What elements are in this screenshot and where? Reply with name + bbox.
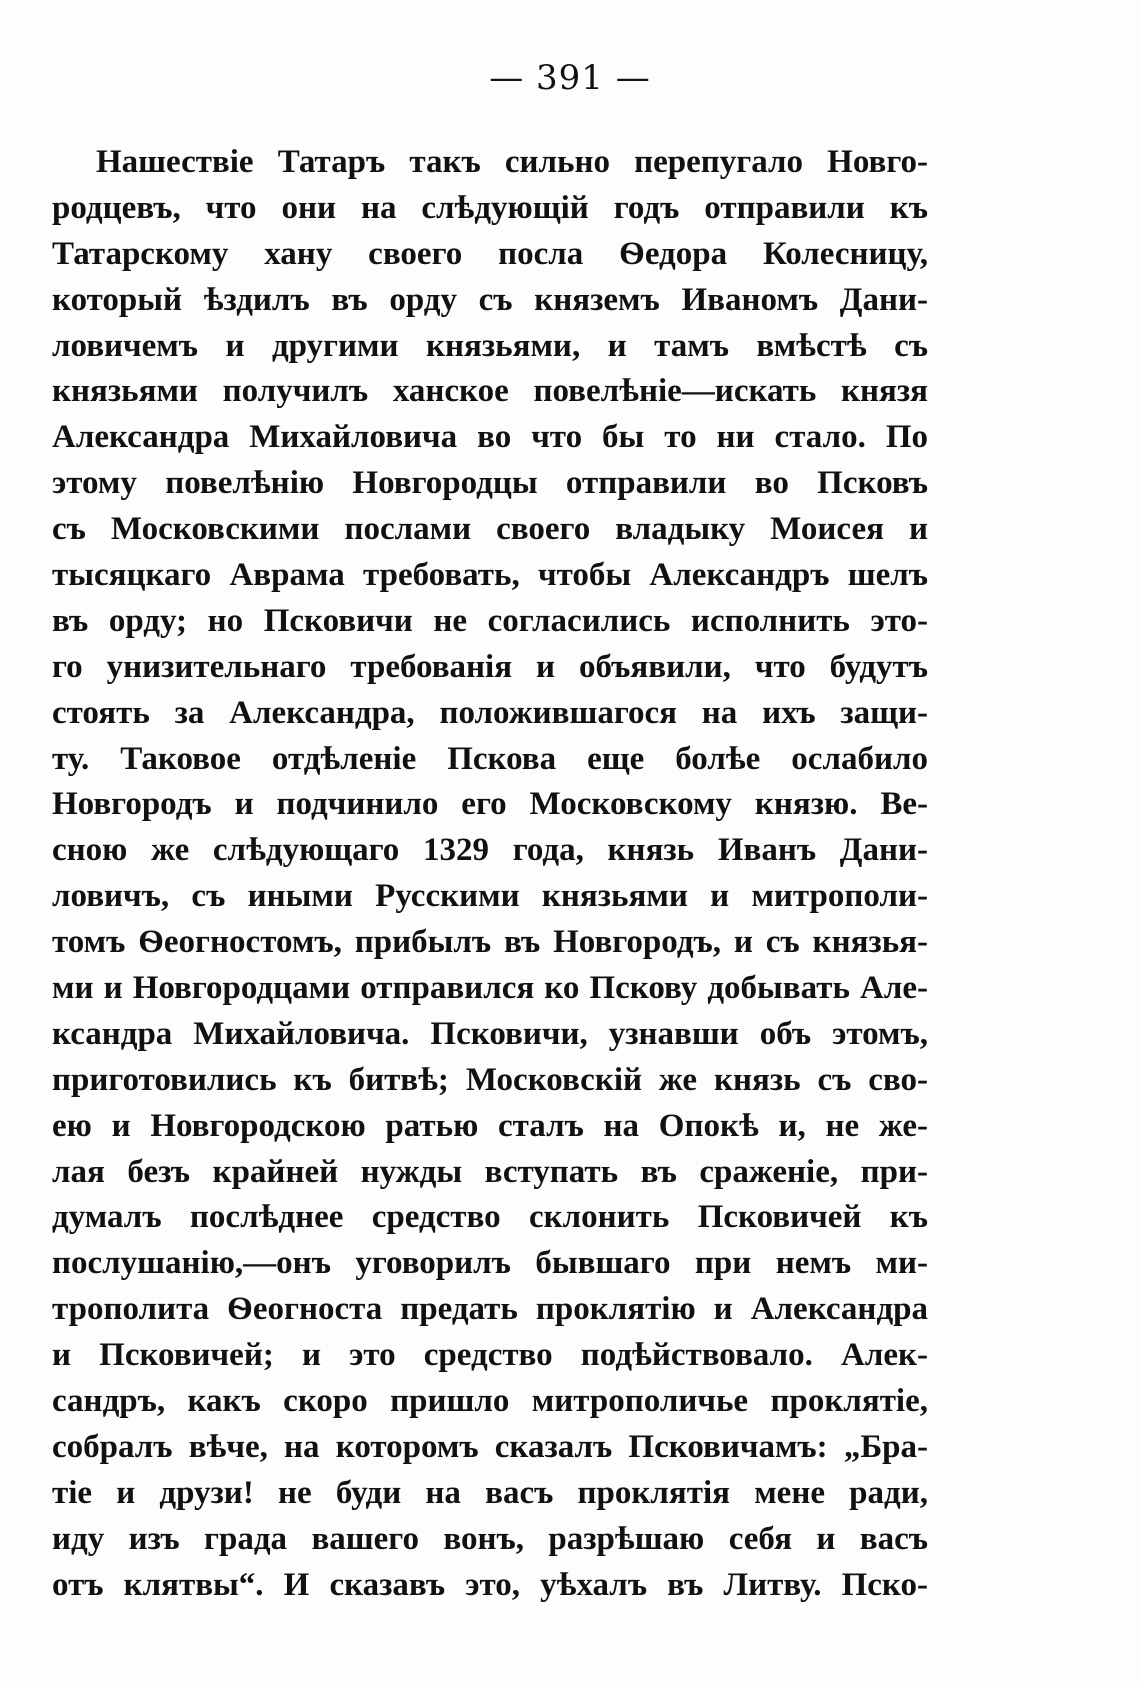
text-line: томъ Ѳеогностомъ, прибылъ въ Новгородъ, и съ князья- <box>52 924 928 961</box>
text-line: Нашествіе Татаръ такъ сильно перепугало Новго- <box>96 144 928 180</box>
text-line: тысяцкаго Аврама требовать, чтобы Александръ шелъ <box>52 557 928 594</box>
text-line: ту. Таковое отдѣленіе Пскова еще болѣе ослабило <box>52 740 928 777</box>
text-line: стоять за Александра, положившагося на ихъ защи- <box>52 694 928 731</box>
text-line: этому повелѣнію Новгородцы отправили во Псковъ <box>52 465 928 502</box>
text-line: послушанію,—онъ уговорилъ бывшаго при немъ ми- <box>52 1245 928 1282</box>
text-line: въ орду; но Псковичи не согласились исполнить это- <box>52 602 928 639</box>
text-line: ловичъ, съ иными Русскими князьями и митрополи- <box>52 878 928 915</box>
text-line: лая безъ крайней нужды вступать въ сраженіе, при- <box>52 1153 928 1190</box>
text-line: родцевъ, что они на слѣдующій годъ отправили къ <box>52 189 928 226</box>
text-line: Александра Михайловича во что бы то ни стало. По <box>52 419 928 456</box>
text-line: собралъ вѣче, на которомъ сказалъ Псковичамъ: „Бра- <box>52 1428 928 1465</box>
text-line: Новгородъ и подчинило его Московскому князю. Ве- <box>52 786 928 823</box>
text-line: го унизительнаго требованія и объявили, что будутъ <box>52 648 928 685</box>
body-text <box>52 140 928 1609</box>
text-line: думалъ послѣднее средство склонить Псковичей къ <box>52 1199 928 1236</box>
text-line: Татарскому хану своего посла Ѳедора Колесницу, <box>52 235 928 272</box>
page-number: — 391 — <box>489 58 651 98</box>
text-line: трополита Ѳеогноста предать проклятію и Александра <box>52 1291 928 1328</box>
text-line: иду изъ града вашего вонъ, разрѣшаю себя и васъ <box>52 1520 928 1557</box>
text-line: ксандра Михайловича. Псковичи, узнавши объ этомъ, <box>52 1015 928 1052</box>
text-line: ми и Новгородцами отправился ко Пскову добывать Але- <box>52 970 928 1007</box>
text-line: ловичемъ и другими князьями, и тамъ вмѣстѣ съ <box>52 327 928 364</box>
text-line: съ Московскими послами своего владыку Моисея и <box>52 511 928 548</box>
text-line: и Псковичей; и это средство подѣйствовало. Алек- <box>52 1337 928 1374</box>
text-line: князьями получилъ ханское повелѣніе—искать князя <box>52 373 928 410</box>
text-line: отъ клятвы“. И сказавъ это, уѣхалъ въ Литву. Пско- <box>52 1566 928 1603</box>
text-line: сною же слѣдующаго 1329 года, князь Иванъ Дани- <box>52 832 928 869</box>
text-line: который ѣздилъ въ орду съ княземъ Иваномъ Дани- <box>52 281 928 318</box>
text-line: тіе и друзи! не буди на васъ проклятія мене ради, <box>52 1474 928 1511</box>
text-line: ею и Новгородскою ратью сталъ на Опокѣ и, не же- <box>52 1107 928 1144</box>
text-line: приготовились къ битвѣ; Московскій же князь съ сво- <box>52 1061 928 1098</box>
text-line: сандръ, какъ скоро пришло митрополичье проклятіе, <box>52 1383 928 1420</box>
